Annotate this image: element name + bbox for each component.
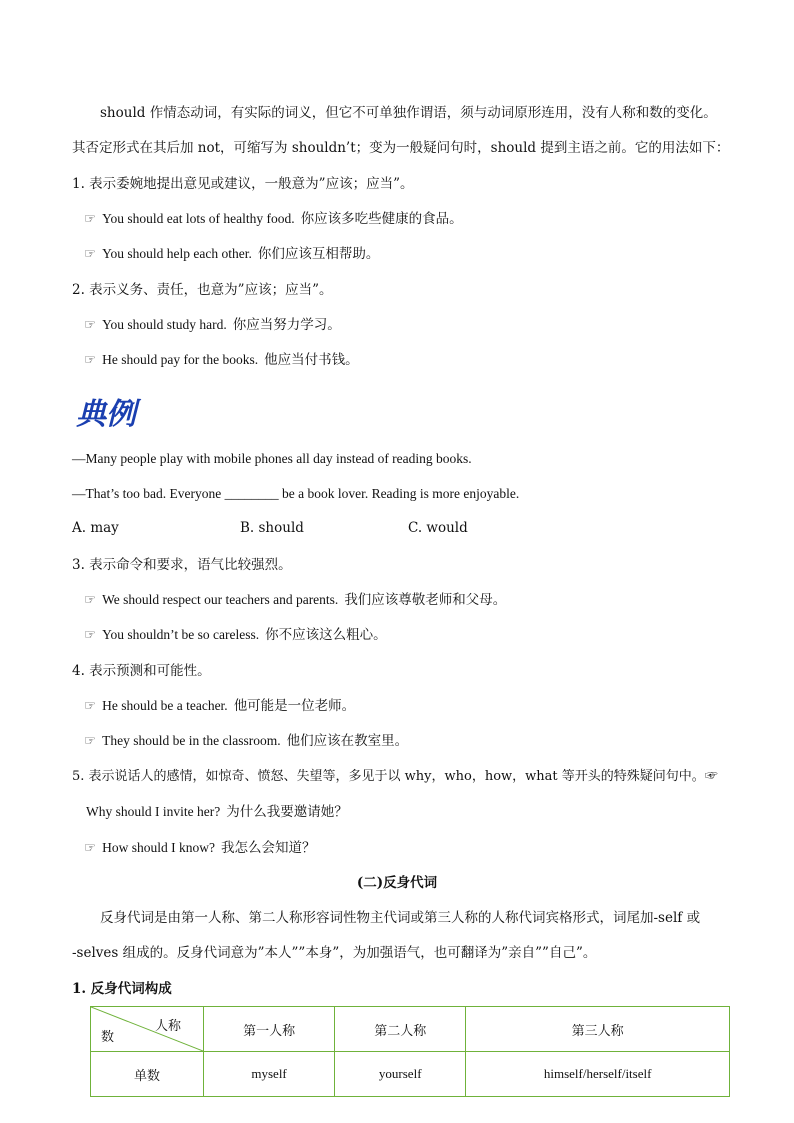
option-c: C. would: [408, 520, 468, 536]
usage-5-title: 5. 表示说话人的感情，如惊奇、愤怒、失望等，多见于以 why，who，how，what 等开头的特殊疑问句中。☞: [72, 769, 718, 784]
example-english: He should pay for the books.: [102, 352, 259, 367]
pointing-hand-icon: ☞: [84, 352, 97, 368]
table-cell: 单数: [91, 1052, 204, 1097]
table-cell: himself/herself/itself: [466, 1052, 730, 1097]
example-logo-icon: [74, 392, 154, 432]
example-chinese: 你应当努力学习。: [232, 317, 341, 333]
option-a: A. may: [72, 520, 119, 536]
usage-5-example-2: [84, 838, 734, 858]
pointing-hand-icon: ☞: [84, 592, 97, 608]
example-english: You should study hard.: [102, 317, 227, 332]
table-header: 第一人称: [204, 1007, 335, 1052]
pointing-hand-icon: ☞: [84, 627, 97, 643]
diagonal-bottom-label: 数: [101, 1029, 115, 1044]
diagonal-top-label: 人称: [154, 1018, 181, 1033]
usage-3-example-2: [84, 625, 734, 645]
pointing-hand-icon: ☞: [84, 698, 97, 714]
section-title: (二)反身代词: [356, 875, 438, 891]
example-english: We should respect our teachers and parents.: [102, 592, 339, 607]
example-question-line-1: —Many people play with mobile phones all day instead of reading books.: [72, 451, 472, 466]
example-chinese: 你应该多吃些健康的食品。: [300, 211, 463, 227]
reflexive-pronoun-table: [90, 1006, 730, 1097]
usage-4-example-2: [84, 731, 734, 751]
table-row: [91, 1052, 730, 1097]
example-english: Why should I invite her?: [86, 804, 221, 819]
example-chinese: 他们应该在教室里。: [286, 733, 409, 749]
table-header: 第三人称: [466, 1007, 730, 1052]
usage-2-example-1: [84, 315, 734, 335]
example-english: He should be a teacher.: [102, 698, 228, 713]
table-header-row: [91, 1007, 730, 1052]
pointing-hand-icon: ☞: [84, 317, 97, 333]
example-chinese: 为什么我要邀请她？: [226, 804, 348, 820]
example-english: You should help each other.: [102, 246, 252, 261]
intro-line-2: 其否定形式在其后加 not，可缩写为 shouldn’t；变为一般疑问句时，should 提到主语之前。它的用法如下：: [72, 140, 730, 156]
example-chinese: 他可能是一位老师。: [233, 698, 356, 714]
pointing-hand-icon: ☞: [84, 733, 97, 749]
section-paragraph-line-1: 反身代词是由第一人称、第二人称形容词性物主代词或第三人称的人称代词宾格形式，词尾加-self 或: [100, 910, 701, 926]
example-chinese: 我们应该尊敬老师和父母。: [344, 592, 507, 608]
example-english: You shouldn’t be so careless.: [102, 627, 260, 642]
diagonal-header-cell: [91, 1007, 204, 1052]
section-paragraph-line-2: -selves 组成的。反身代词意为”本人””本身”，为加强语气，也可翻译为”亲自””自己”。: [72, 945, 597, 961]
example-question-line-2: —That’s too bad. Everyone ________ be a book lover. Reading is more enjoyable.: [72, 486, 520, 501]
example-chinese: 你不应该这么粗心。: [265, 627, 387, 643]
example-english: How should I know?: [102, 840, 215, 855]
pointing-hand-icon: ☞: [84, 211, 97, 227]
usage-1-example-2: [84, 244, 734, 264]
usage-2-title: 2. 表示义务、责任，也意为”应该；应当”。: [72, 282, 333, 298]
usage-3-title: 3. 表示命令和要求，语气比较强烈。: [72, 557, 292, 573]
usage-3-example-1: [84, 590, 734, 610]
usage-4-title: 4. 表示预测和可能性。: [72, 663, 211, 679]
example-chinese: 你们应该互相帮助。: [257, 246, 380, 262]
pointing-hand-icon: ☞: [84, 840, 97, 856]
table-cell: yourself: [335, 1052, 466, 1097]
example-logo-text: 典例: [76, 397, 136, 432]
usage-2-example-2: [84, 350, 734, 370]
subsection-heading: 1. 反身代词构成: [72, 981, 172, 997]
table-header: 第二人称: [335, 1007, 466, 1052]
usage-1-title: 1. 表示委婉地提出意见或建议，一般意为”应该；应当”。: [72, 176, 414, 192]
usage-4-example-1: [84, 696, 734, 716]
usage-1-example-1: [84, 209, 734, 229]
example-english: You should eat lots of healthy food.: [102, 211, 295, 226]
example-english: They should be in the classroom.: [102, 733, 281, 748]
table-cell: myself: [204, 1052, 335, 1097]
usage-5-example-1: [86, 802, 734, 822]
example-chinese: 我怎么会知道？: [220, 840, 316, 856]
pointing-hand-icon: ☞: [84, 246, 97, 262]
intro-line-1: should 作情态动词，有实际的词义，但它不可单独作谓语，须与动词原形连用，没有人称和数的变化。: [100, 105, 717, 121]
example-chinese: 他应当付书钱。: [264, 352, 359, 368]
option-b: B. should: [240, 520, 304, 536]
